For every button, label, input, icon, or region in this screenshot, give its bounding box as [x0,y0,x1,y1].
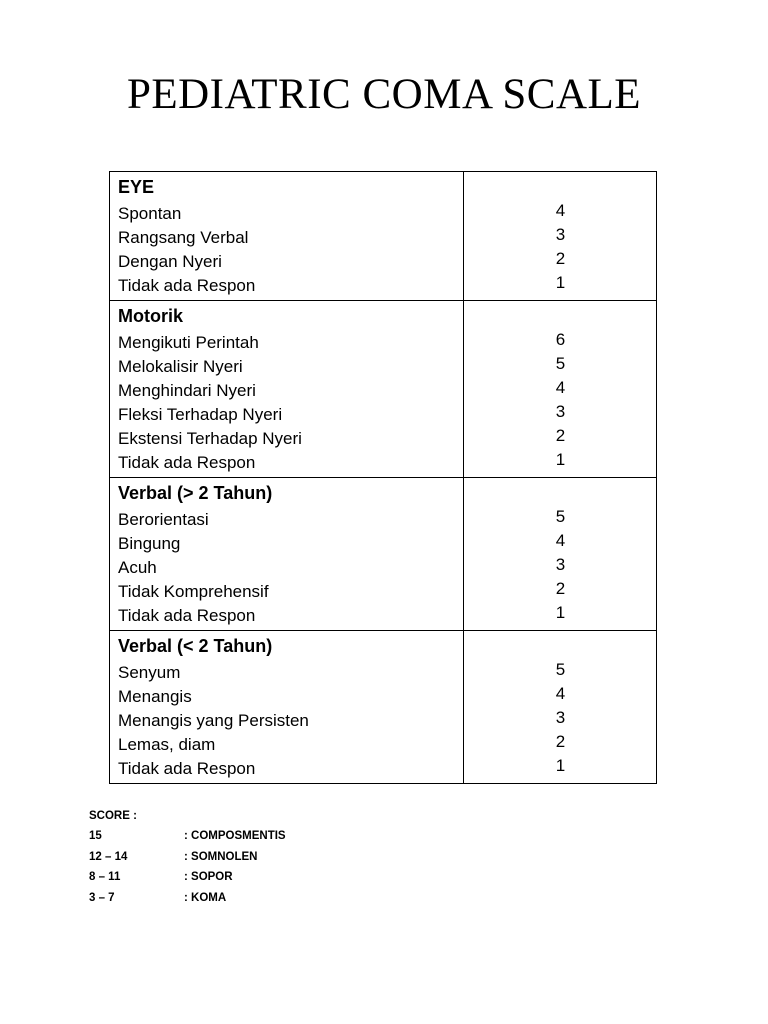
section-row-motorik [110,301,657,478]
list-item: Menangis yang Persisten [118,711,309,730]
score-value: 5 [555,507,566,526]
section-title-verbal-under-2: Verbal (< 2 Tahun) [118,636,273,656]
score-value: 3 [555,708,566,727]
section-title-verbal-over-2: Verbal (> 2 Tahun) [118,483,273,503]
score-range: 15 [89,830,102,842]
score-value: 2 [555,426,566,445]
score-value: 2 [555,579,566,598]
list-item: Tidak ada Respon [118,759,256,778]
coma-scale-table [109,171,657,784]
list-item: Senyum [118,663,181,682]
score-category: : COMPOSMENTIS [184,830,286,842]
section-score-cell [464,478,657,631]
section-label-cell [110,478,464,631]
score-list-eye [464,172,656,297]
score-value: 2 [555,732,566,751]
score-value: 4 [555,201,566,220]
score-range: 12 – 14 [89,850,128,863]
score-value: 3 [555,402,566,421]
list-item: Lemas, diam [118,735,216,754]
score-legend [89,806,286,908]
list-item: Tidak Komprehensif [118,582,269,601]
list-item: Dengan Nyeri [118,252,222,271]
list-item: Spontan [118,204,182,223]
section-score-cell [464,301,657,478]
list-item: Fleksi Terhadap Nyeri [118,405,283,424]
section-row-verbal-over-2 [110,478,657,631]
list-item: Tidak ada Respon [118,276,256,295]
score-value: 6 [555,330,566,349]
item-list-verbal-under-2 [110,658,463,783]
section-label-cell [110,631,464,784]
score-range: 3 – 7 [89,891,115,904]
list-item: Berorientasi [118,510,209,529]
score-list-motorik [464,301,656,474]
score-value: 1 [555,756,566,775]
score-category: : SOPOR [184,871,233,883]
score-category: : SOMNOLEN [184,850,258,863]
list-item: Menghindari Nyeri [118,381,256,400]
score-legend-row [89,826,286,847]
list-item: Acuh [118,558,157,577]
section-label-cell [110,301,464,478]
section-title-eye: EYE [118,177,155,197]
score-value: 1 [555,273,566,292]
score-range: 8 – 11 [89,871,121,883]
score-legend-heading: SCORE : [89,810,137,822]
list-item: Ekstensi Terhadap Nyeri [118,429,302,448]
score-value: 4 [555,531,566,550]
list-item: Rangsang Verbal [118,228,249,247]
score-legend-row [89,867,286,888]
item-list-verbal-over-2 [110,505,463,630]
score-value: 2 [555,249,566,268]
section-score-cell [464,631,657,784]
page-title: PEDIATRIC COMA SCALE [126,71,642,118]
section-score-cell [464,172,657,301]
score-value: 3 [555,555,566,574]
score-list-verbal-under-2 [464,631,656,780]
list-item: Menangis [118,687,192,706]
section-label-cell [110,172,464,301]
item-list-eye [110,199,463,300]
list-item: Tidak ada Respon [118,606,256,625]
list-item: Melokalisir Nyeri [118,357,243,376]
score-value: 4 [555,684,566,703]
list-item: Bingung [118,534,181,553]
item-list-motorik [110,328,463,477]
list-item: Mengikuti Perintah [118,333,259,352]
score-category: : KOMA [184,891,227,904]
score-legend-row [89,888,286,909]
score-list-verbal-over-2 [464,478,656,627]
score-legend-row [89,847,286,868]
score-value: 1 [555,603,566,622]
section-row-verbal-under-2 [110,631,657,784]
score-value: 5 [555,660,566,679]
section-row-eye [110,172,657,301]
score-value: 4 [555,378,566,397]
score-value: 1 [555,450,566,469]
score-value: 5 [555,354,566,373]
section-title-motorik: Motorik [118,306,183,326]
list-item: Tidak ada Respon [118,453,256,472]
score-value: 3 [555,225,566,244]
